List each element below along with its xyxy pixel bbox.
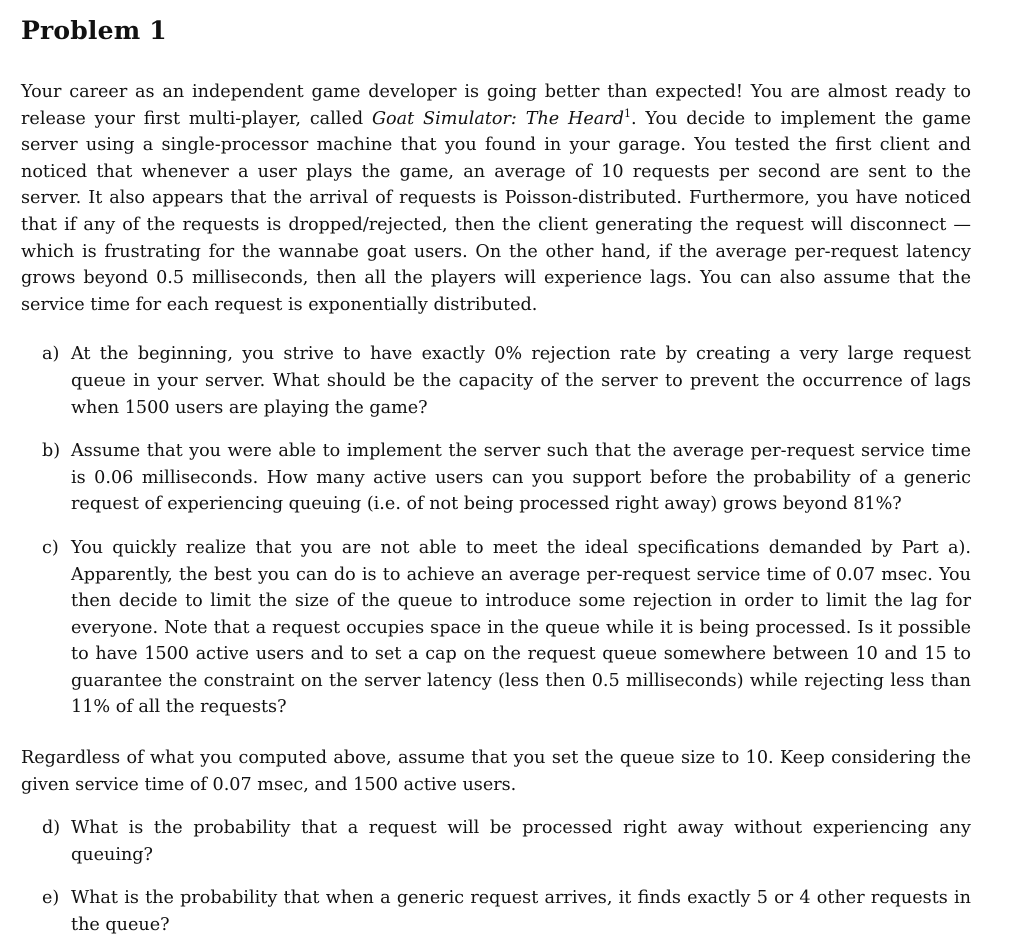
footnote-mark: 1 [623,106,631,120]
question-text: Assume that you were able to implement the server such that the average per-request service time is 0.06 milliseconds. How many active users can you support before the probability of a generic request of experiencing queuing (i.e. of not being processed right away) grows beyond 81%? [71,441,971,515]
question-d [21,815,971,868]
question-marker: c) [42,537,59,558]
middle-paragraph: Regardless of what you computed above, assume that you set the queue size to 10. Keep considering the given service time of 0.07 msec, and 1500 active users. [21,748,971,795]
problem-title: Problem 1 [21,16,167,45]
game-title: Goat Simulator: The Heard [371,108,624,129]
question-marker: e) [42,888,60,909]
intro-text-end: . You decide to implement the game server using a single-processor machine that you found in your garage. You tested the first client and noticed that whenever a user plays the game, an average of 10 requests per second are sent to the server. It also appears that the arrival of requests is Poisson-distributed. Furthermore, you have noticed that if any of the requests is dropped/rejected, then the client generating the request will disconnect — which is frustrating for the wannabe goat users. On the other hand, if the average per-request latency grows beyond 0.5 milliseconds, then all the players will experience lags. You can also assume that the service time for each request is exponentially distributed. [21,108,971,315]
intro-paragraph [21,79,971,318]
question-text: At the beginning, you strive to have exactly 0% rejection rate by creating a very large request queue in your server. What should be the capacity of the server to prevent the occurrence of lags when 1500 users are playing the game? [71,344,971,418]
intro-text-start: Your career as an independent game developer is going better than expected! You are almost ready to release your first multi-player, called [21,82,971,129]
question-text: What is the probability that when a generic request arrives, it finds exactly 5 or 4 other requests in the queue? [71,888,971,936]
question-a [21,341,971,421]
question-marker: b) [42,441,61,462]
problem-page [21,16,971,939]
question-e [21,885,971,938]
question-b [21,438,971,518]
question-marker: d) [42,818,61,839]
question-text: You quickly realize that you are not able to meet the ideal specifications demanded by Part a). Apparently, the best you can do is to achieve an average per-request service time of 0.07 msec. You then decide to limit the size of the queue to introduce some rejection in order to limit the lag for everyone. Note that a request occupies space in the queue while it is being processed. Is it possible to have 1500 active users and to set a cap on the request queue somewhere between 10 and 15 to guarantee the constraint on the server latency (less then 0.5 milliseconds) while rejecting less than 11% of all the requests? [71,537,971,718]
question-list-first [21,341,971,721]
question-marker: a) [42,344,60,365]
question-list-second [21,815,971,938]
question-text: What is the probability that a request will be processed right away without experiencing any queuing? [71,818,971,865]
question-c [21,535,971,721]
